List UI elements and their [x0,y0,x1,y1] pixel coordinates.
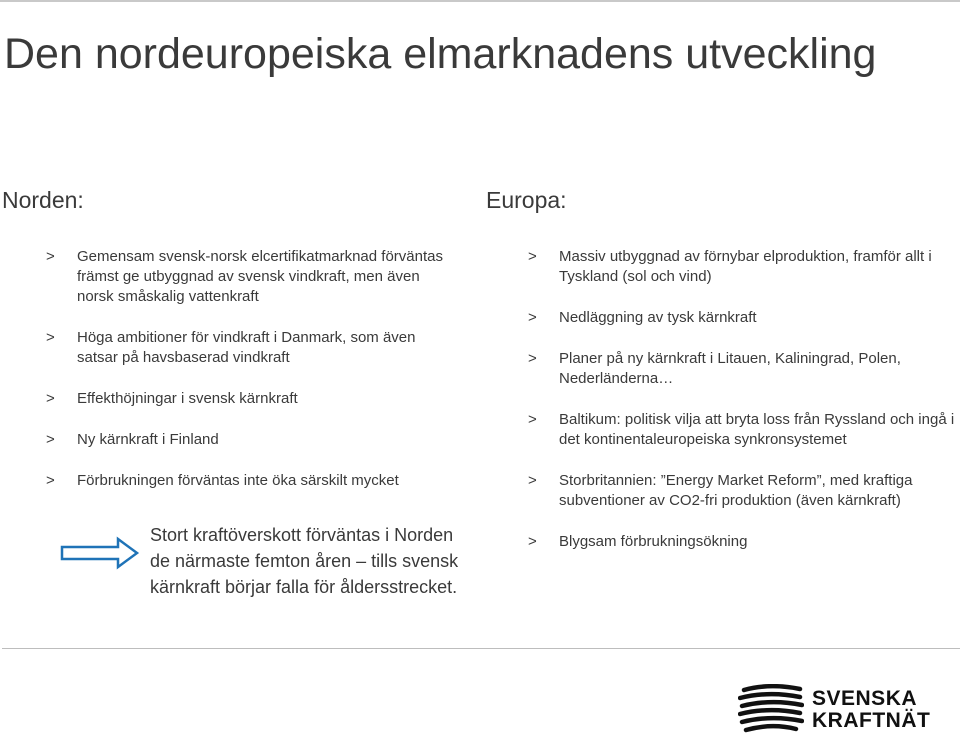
bullet-text: Effekthöjningar i svensk kärnkraft [77,390,298,407]
europa-heading: Europa: [486,187,567,213]
norden-bullet-list [46,247,456,491]
bullet-text: Förbrukningen förväntas inte öka särskilt mycket [77,472,399,489]
bullet-marker: > [528,472,537,489]
bottom-divider [2,648,960,649]
norden-heading: Norden: [2,187,84,213]
bullet-text: Höga ambitioner för vindkraft i Danmark, som även satsar på havsbaserad vindkraft [77,329,416,366]
bullet-marker: > [46,329,55,346]
bullet-marker: > [46,248,55,265]
bullet-marker: > [46,472,55,489]
list-item [528,247,960,287]
list-item [528,471,960,511]
slide-title: Den nordeuropeiska elmarknadens utveckling [4,30,877,78]
list-item [46,247,456,307]
list-item [528,349,960,389]
logo-line-2: KRAFTNÄT [812,709,931,732]
list-item [46,430,456,450]
bullet-marker: > [528,411,537,428]
logo-line-1: SVENSKA [812,687,918,710]
list-item [46,471,456,491]
bullet-marker: > [528,350,537,367]
svenska-kraftnat-logo-mark-icon [738,684,804,736]
svenska-kraftnat-logo [738,684,931,736]
bullet-marker: > [528,533,537,550]
bullet-text: Planer på ny kärnkraft i Litauen, Kaliningrad, Polen, Nederländerna… [559,350,901,387]
bullet-marker: > [528,248,537,265]
bullet-marker: > [46,431,55,448]
logo-wordmark [812,687,931,732]
bullet-marker: > [528,309,537,326]
list-item [528,410,960,450]
bullet-text: Massiv utbyggnad av förnybar elproduktion, framför allt i Tyskland (sol och vind) [559,248,932,285]
list-item [46,328,456,368]
bullet-text: Nedläggning av tysk kärnkraft [559,309,757,326]
bullet-text: Gemensam svensk-norsk elcertifikatmarknad förväntas främst ge utbyggnad av svensk vindkraft, men även norsk småskalig vattenkraft [77,248,443,305]
bullet-text: Blygsam förbrukningsökning [559,533,748,550]
top-divider [0,0,960,2]
bullet-text: Baltikum: politisk vilja att bryta loss från Ryssland och ingå i det kontinentaleuropeiska synkronsystemet [559,411,955,448]
bullet-marker: > [46,390,55,407]
norden-conclusion-text: Stort kraftöverskott förväntas i Norden de närmaste femton åren – tills svensk kärnkraft börjar falla för åldersstrecket. [150,525,459,597]
list-item [528,532,960,552]
europa-bullet-list [528,247,960,552]
list-item [46,389,456,409]
right-arrow-icon [60,536,140,570]
bullet-text: Ny kärnkraft i Finland [77,431,219,448]
list-item [528,308,960,328]
bullet-text: Storbritannien: ”Energy Market Reform”, med kraftiga subventioner av CO2-fri produktion (även kärnkraft) [559,472,913,509]
